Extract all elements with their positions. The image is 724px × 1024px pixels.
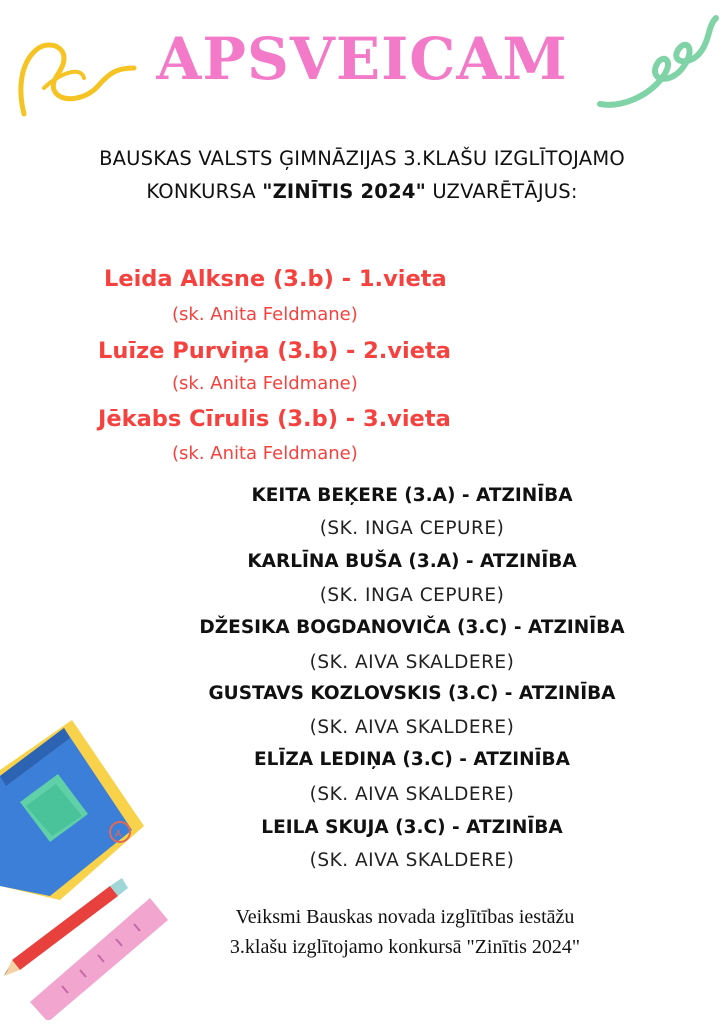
page-title: APSVEICAM [156,25,568,93]
winner-3-name: Jēkabs Cīrulis (3.b) - 3.vieta [98,406,451,432]
footer-line-2: 3.klašu izglītojamo konkursā "Zinītis 2024" [229,936,581,958]
winner-1-name: Leida Alksne (3.b) - 1.vieta [104,266,447,292]
winner-1-teacher: (sk. Anita Feldmane) [172,304,358,325]
commendation-2-name: KARLĪNA BUŠA (3.A) - ATZINĪBA [247,551,577,572]
winner-3-teacher: (sk. Anita Feldmane) [172,443,358,464]
commendation-3-name: DŽESIKA BOGDANOVIČA (3.C) - ATZINĪBA [199,617,625,638]
commendation-5-teacher: (SK. AIVA SKALDERE) [309,784,515,805]
commendation-3-teacher: (SK. AIVA SKALDERE) [309,652,515,673]
subtitle-line-2 [0,179,724,205]
commendation-5-name: ELĪZA LEDIŅA (3.C) - ATZINĪBA [254,749,570,770]
notebook-icon [0,720,144,900]
svg-text:A: A [115,829,122,840]
commendation-2-teacher: (SK. INGA CEPURE) [319,585,505,606]
subtitle-pre: KONKURSA [146,180,263,203]
commendation-6-teacher: (SK. AIVA SKALDERE) [309,850,515,871]
commendation-1-teacher: (SK. INGA CEPURE) [319,518,505,539]
commendation-4-name: GUSTAVS KOZLOVSKIS (3.C) - ATZINĪBA [208,683,616,704]
winner-2-name: Luīze Purviņa (3.b) - 2.vieta [98,338,451,364]
commendation-4-teacher: (SK. AIVA SKALDERE) [309,717,515,738]
footer-line-1: Veiksmi Bauskas novada izglītības iestāžu [235,906,575,928]
commendation-1-name: KEITA BEĶERE (3.A) - ATZINĪBA [251,485,573,506]
commendation-6-name: LEILA SKUJA (3.C) - ATZINĪBA [261,817,563,838]
contest-name: "ZINĪTIS 2024" [262,180,426,203]
ruler-icon [30,898,168,1020]
subtitle-line-1: BAUSKAS VALSTS ĢIMNĀZIJAS 3.KLAŠU IZGLĪTOJAMO [99,147,625,170]
winner-2-teacher: (sk. Anita Feldmane) [172,373,358,394]
school-supplies-illustration [0,710,170,1020]
subtitle-post: UZVARĒTĀJUS: [425,180,578,203]
